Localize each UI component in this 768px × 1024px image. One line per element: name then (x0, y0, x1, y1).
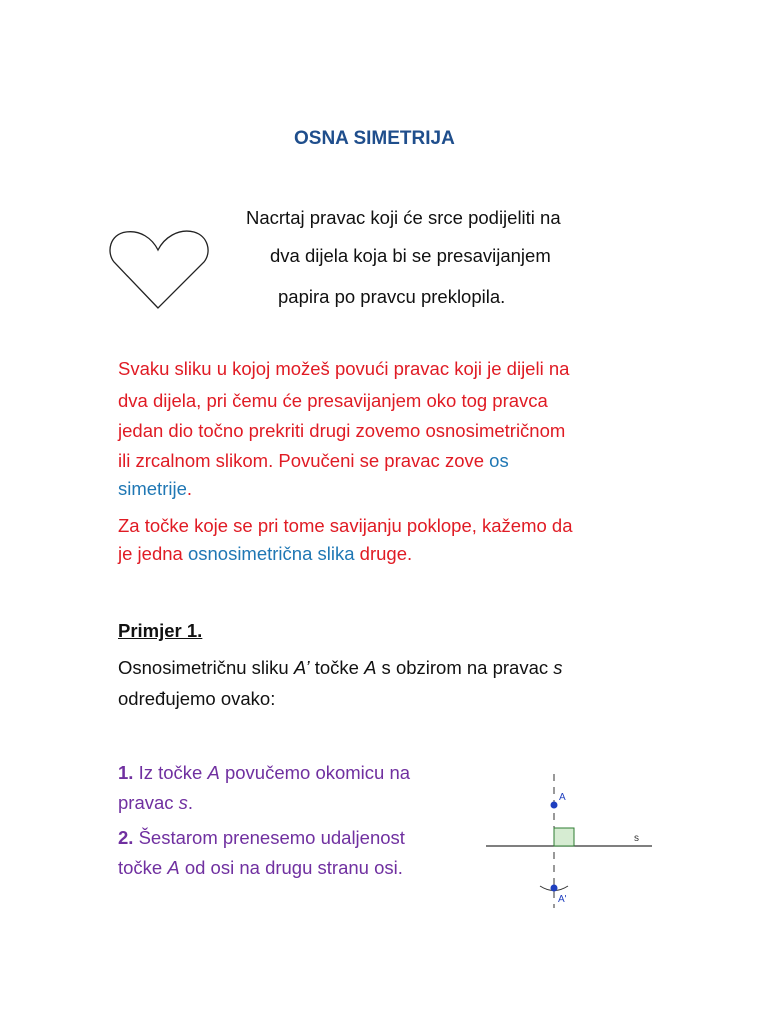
point-a-prime (551, 885, 558, 892)
step-1-number: 1. (118, 762, 134, 783)
term-simetrije: simetrije (118, 478, 187, 499)
label-axis-s: s (634, 833, 639, 844)
step-1-text-d: pravac (118, 792, 179, 813)
step-2-text-d: od osi na drugu stranu osi. (179, 857, 403, 878)
example-intro-line-1 (118, 657, 563, 679)
definition-line-5 (118, 478, 192, 500)
instruction-line-1: Nacrtaj pravac koji će srce podijeliti na (246, 207, 561, 228)
example-intro-line-2: određujemo ovako: (118, 688, 276, 709)
step-1-line-s: s (178, 792, 188, 813)
example-intro-text-3: s obzirom na pravac (376, 657, 554, 678)
heart-drawing (108, 226, 212, 310)
definition-line-3: jedan dio točno prekriti drugi zovemo osnosimetričnom (118, 420, 566, 441)
page-title: OSNA SIMETRIJA (294, 128, 455, 149)
step-1-period: . (187, 792, 194, 813)
step-1-text-c: povučemo okomicu na (219, 762, 411, 783)
step-2-line-2 (118, 857, 403, 879)
definition-line-4-text: ili zrcalnom slikom. Povučeni se pravac zove (118, 450, 490, 471)
definition-line-4 (118, 450, 509, 472)
step-2-line-1 (118, 827, 405, 849)
instruction-line-2: dva dijela koja bi se presavijanjem (270, 245, 551, 266)
term-os: os (489, 450, 509, 471)
definition-line-2: dva dijela, pri čemu će presavijanjem oko tog pravca (118, 390, 548, 411)
right-angle-marker (554, 828, 574, 846)
symmetry-diagram (480, 770, 660, 910)
points-rule-text-c: druge. (354, 543, 413, 564)
step-2-point-a: A (167, 857, 180, 878)
point-a-ref: A (364, 657, 377, 678)
step-1-line-1 (118, 762, 410, 784)
step-1-point-a: A (207, 762, 220, 783)
label-point-a-prime: A' (558, 894, 567, 905)
points-rule-line-2 (118, 543, 412, 565)
points-rule-text-a: je jedna (118, 543, 188, 564)
definition-period: . (186, 478, 193, 499)
step-2-number: 2. (118, 827, 134, 848)
step-1-text-a: Iz točke (133, 762, 208, 783)
point-a-prime-ref: A’ (293, 657, 310, 678)
definition-line-1: Svaku sliku u kojoj možeš povući pravac koji je dijeli na (118, 358, 570, 379)
example-heading: Primjer 1. (118, 620, 203, 641)
instruction-line-3: papira po pravcu preklopila. (278, 286, 506, 307)
step-2-text-a: Šestarom prenesemo udaljenost (133, 827, 405, 848)
label-point-a: A (559, 792, 566, 803)
line-s-ref: s (553, 657, 563, 678)
term-osnosimetricna-slika: osnosimetrična slika (187, 543, 355, 564)
example-intro-text-2: točke (309, 657, 365, 678)
point-a (551, 802, 558, 809)
step-2-text-b: točke (118, 857, 168, 878)
example-intro-text: Osnosimetričnu sliku (118, 657, 294, 678)
step-1-line-2 (118, 792, 193, 814)
points-rule-line-1: Za točke koje se pri tome savijanju poklope, kažemo da (118, 515, 573, 536)
